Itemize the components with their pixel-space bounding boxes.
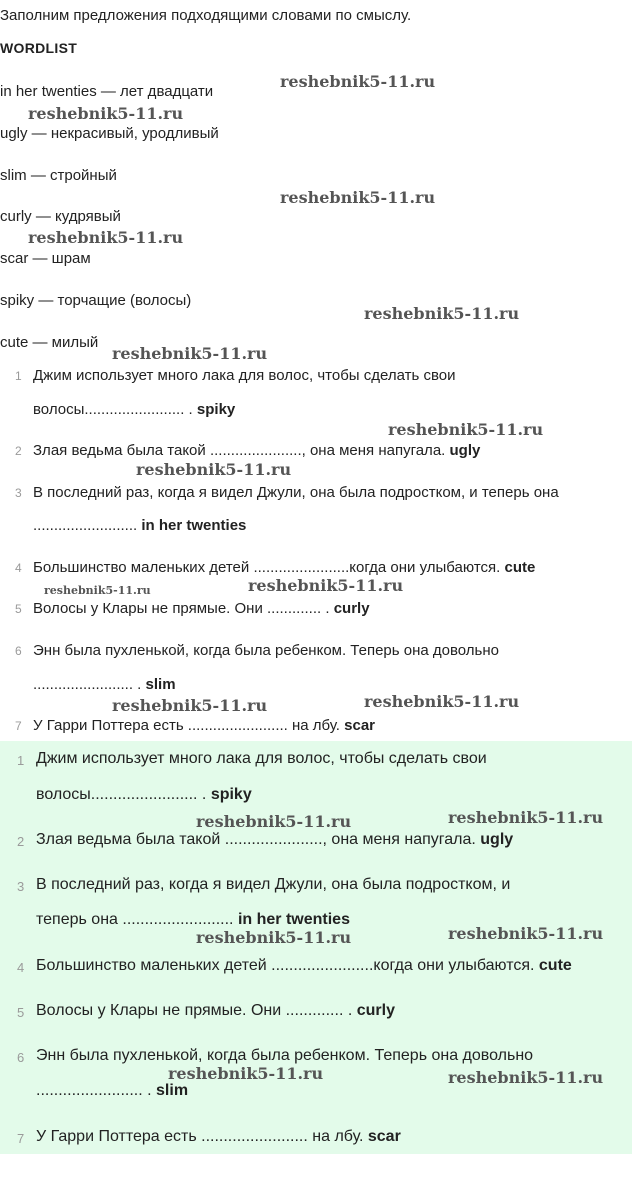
answer-word: slim bbox=[145, 676, 176, 693]
wordlist-item: curly — кудрявый bbox=[0, 208, 121, 225]
answer-word: spiky bbox=[210, 786, 252, 803]
item-line: Энн была пухленькой, когда была ребенком. Теперь она довольно bbox=[33, 642, 499, 659]
answer-word: spiky bbox=[196, 401, 236, 418]
watermark: reshebnik5-11.ru bbox=[448, 808, 604, 827]
watermark: reshebnik5-11.ru bbox=[364, 692, 520, 711]
watermark: reshebnik5-11.ru bbox=[112, 696, 268, 715]
watermark: reshebnik5-11.ru bbox=[364, 304, 520, 323]
watermark: reshebnik5-11.ru bbox=[448, 924, 604, 943]
watermark: reshebnik5-11.ru bbox=[448, 1068, 604, 1087]
item-line: волосы........................ . spiky bbox=[36, 786, 252, 803]
item-number: 4 bbox=[15, 561, 22, 575]
item-line: Волосы у Клары не прямые. Они ............. . curly bbox=[33, 600, 370, 617]
answer-word: in her twenties bbox=[237, 911, 350, 928]
watermark: reshebnik5-11.ru bbox=[28, 228, 184, 247]
answer-word: ugly bbox=[480, 831, 514, 848]
intro-text: Заполним предложения подходящими словами по смыслу. bbox=[0, 7, 412, 24]
item-line: теперь она ......................... in her twenties bbox=[36, 911, 350, 928]
item-number: 2 bbox=[17, 834, 25, 849]
item-line: Злая ведьма была такой ......................, она меня напугала. ugly bbox=[33, 442, 481, 459]
item-number: 6 bbox=[15, 644, 22, 658]
item-number: 3 bbox=[15, 486, 22, 500]
answer-word: ugly bbox=[449, 442, 481, 459]
item-line: У Гарри Поттера есть ........................ на лбу. scar bbox=[33, 717, 376, 734]
wordlist-item: cute — милый bbox=[0, 334, 99, 351]
item-number: 1 bbox=[15, 369, 22, 383]
item-line: Джим использует много лака для волос, чтобы сделать свои bbox=[36, 750, 487, 767]
item-line: У Гарри Поттера есть ........................ на лбу. scar bbox=[36, 1128, 401, 1145]
answer-word: slim bbox=[156, 1082, 189, 1099]
watermark: reshebnik5-11.ru bbox=[280, 72, 436, 91]
watermark: reshebnik5-11.ru bbox=[28, 104, 184, 123]
item-line: Злая ведьма была такой ......................, она меня напугала. ugly bbox=[36, 831, 514, 848]
item-line: Энн была пухленькой, когда была ребенком. Теперь она довольно bbox=[36, 1047, 534, 1064]
item-number: 1 bbox=[17, 753, 25, 768]
watermark: reshebnik5-11.ru bbox=[280, 188, 436, 207]
answer-word: cute bbox=[504, 559, 536, 576]
watermark: reshebnik5-11.ru bbox=[196, 812, 352, 831]
answer-word: scar bbox=[367, 1128, 401, 1145]
item-number: 7 bbox=[15, 719, 22, 733]
item-number: 3 bbox=[17, 879, 25, 894]
item-number: 5 bbox=[17, 1005, 25, 1020]
wordlist-item: spiky — торчащие (волосы) bbox=[0, 292, 192, 309]
watermark: reshebnik5-11.ru bbox=[248, 576, 404, 595]
item-line: Джим использует много лака для волос, чтобы сделать свои bbox=[33, 367, 456, 384]
item-line: ......................... in her twenties bbox=[33, 517, 247, 534]
item-line: ........................ . slim bbox=[33, 676, 176, 693]
watermark: reshebnik5-11.ru bbox=[168, 1064, 324, 1083]
item-line: волосы........................ . spiky bbox=[33, 401, 236, 418]
answer-word: curly bbox=[333, 600, 370, 617]
watermark: reshebnik5-11.ru bbox=[112, 344, 268, 363]
wordlist-item: in her twenties — лет двадцати bbox=[0, 83, 214, 100]
answer-word: curly bbox=[356, 1002, 395, 1019]
wordlist-heading: WORDLIST bbox=[0, 40, 78, 56]
item-number: 7 bbox=[17, 1131, 25, 1146]
watermark: reshebnik5-11.ru bbox=[196, 928, 352, 947]
answer-word: in her twenties bbox=[141, 517, 247, 534]
wordlist-item: ugly — некрасивый, уродливый bbox=[0, 125, 219, 142]
item-line: Большинство маленьких детей .......................когда они улыбаются. cute bbox=[36, 957, 572, 974]
wordlist-item: scar — шрам bbox=[0, 250, 91, 267]
watermark: reshebnik5-11.ru bbox=[388, 420, 544, 439]
item-number: 6 bbox=[17, 1050, 25, 1065]
item-line: В последний раз, когда я видел Джули, она была подростком, и bbox=[36, 876, 511, 893]
item-number: 4 bbox=[17, 960, 25, 975]
watermark: reshebnik5-11.ru bbox=[44, 584, 151, 597]
item-line: Волосы у Клары не прямые. Они ............. . curly bbox=[36, 1002, 395, 1019]
item-number: 2 bbox=[15, 444, 22, 458]
item-line: В последний раз, когда я видел Джули, она была подростком, и теперь она bbox=[33, 484, 559, 501]
answer-word: cute bbox=[538, 957, 572, 974]
item-line: ........................ . slim bbox=[36, 1082, 189, 1099]
watermark: reshebnik5-11.ru bbox=[136, 460, 292, 479]
item-number: 5 bbox=[15, 602, 22, 616]
wordlist-item: slim — стройный bbox=[0, 167, 117, 184]
item-line: Большинство маленьких детей .......................когда они улыбаются. cute bbox=[33, 559, 536, 576]
answer-word: scar bbox=[344, 717, 376, 734]
